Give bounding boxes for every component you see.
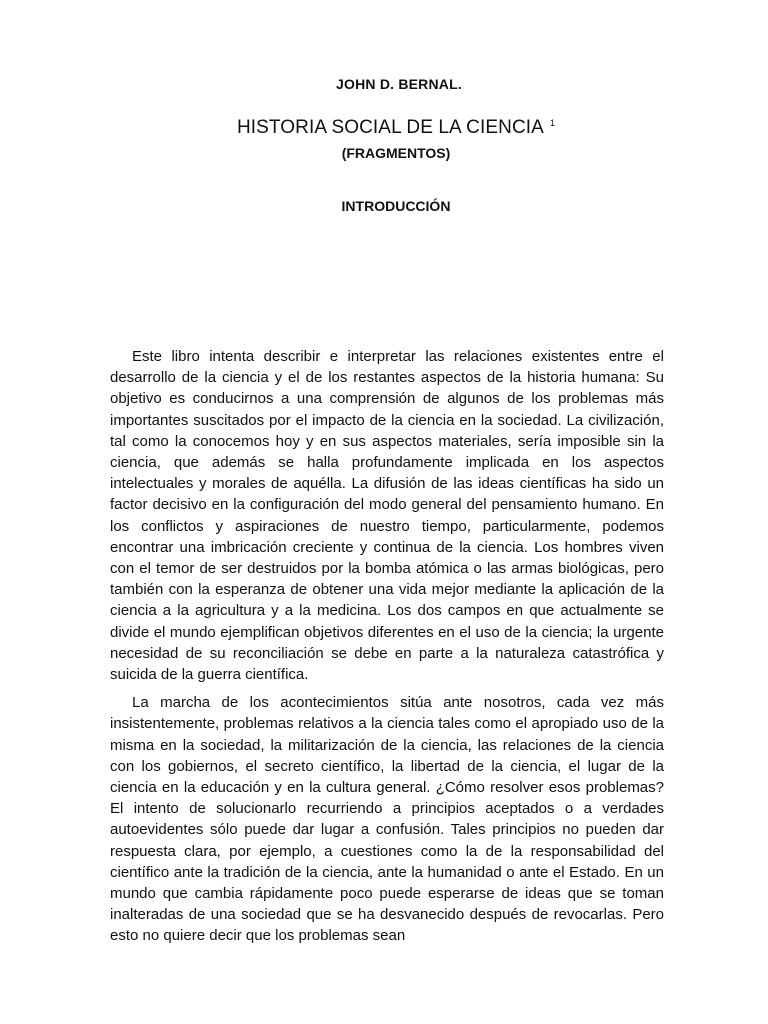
title-text: HISTORIA SOCIAL DE LA CIENCIA [236, 117, 544, 138]
body-text [110, 346, 664, 954]
section-heading: INTRODUCCIÓN [341, 198, 451, 214]
paragraph: La marcha de los acontecimientos sitúa ante nosotros, cada vez más insistentemente, problemas relativos a la ciencia tales como el apropiado uso de la misma en la sociedad, la militarización de la ciencia, las relaciones de la ciencia con los gobiernos, el secreto científico, la libertad de la ciencia, el lugar de la ciencia en la educación y en la cultura general. ¿Cómo resolver esos problemas? El intento de solucionarlo recurriendo a principios aceptados o a verdades autoevidentes sólo puede dar lugar a confusión. Tales principios no pueden dar respuesta clara, por ejemplo, a cuestiones como la de la responsabilidad del científico ante la tradición de la ciencia, ante la humanidad o ante el Estado. En un mundo que cambia rápidamente poco puede esperarse de ideas que se toman inalteradas de una sociedad que se ha desvanecido después de revocarlas. Pero esto no quiere decir que los problemas sean [110, 694, 664, 945]
paragraph: Este libro intenta describir e interpretar las relaciones existentes entre el desarrollo de la ciencia y el de los restantes aspectos de la historia humana: Su objetivo es conducirnos a una comprensión de algunos de los problemas más importantes suscitados por el impacto de la ciencia en la sociedad. La civilización, tal como la conocemos hoy y en sus aspectos materiales, sería imposible sin la ciencia, que además se halla profundamente implicada en los aspectos intelectuales y morales de aquélla. La difusión de las ideas científicas ha sido un factor decisivo en la configuración del modo general del pensamiento humano. En los conflictos y aspiraciones de nuestro tiempo, particularmente, podemos encontrar una imbricación creciente y continua de la ciencia. Los hombres viven con el temor de ser destruidos por la bomba atómica o las armas biológicas, pero también con la esperanza de obtener una vida mejor mediante la aplicación de la ciencia a la agricultura y a la medicina. Los dos campos en que actualmente se divide el mundo ejemplifican objetivos diferentes en el uso de la ciencia; la urgente necesidad de su reconciliación se debe en parte a la naturaleza catastrófica y suicida de la guerra científica. [110, 348, 664, 684]
author-name: JOHN D. BERNAL. [336, 76, 462, 92]
footnote-marker[interactable]: 1 [549, 117, 556, 128]
document-subtitle: (FRAGMENTOS) [341, 145, 451, 161]
document-title [0, 117, 768, 139]
